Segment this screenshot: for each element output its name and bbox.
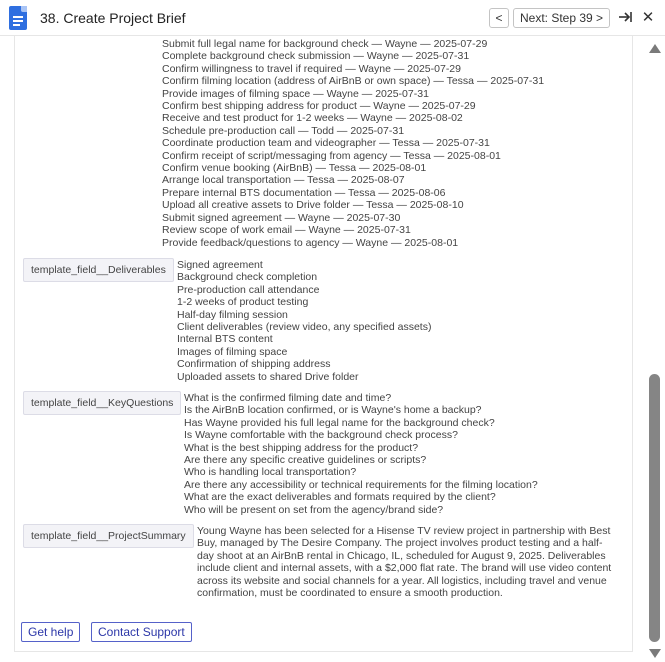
task-line: Coordinate production team and videographer — Tessa — 2025-07-31 [162, 137, 490, 150]
key-question-item: What is the best shipping address for the product? [184, 441, 419, 454]
task-line: Confirm receipt of script/messaging from agency — Tessa — 2025-08-01 [162, 149, 501, 162]
deliverable-item: 1-2 weeks of product testing [177, 296, 309, 309]
task-line: Submit full legal name for background check — Wayne — 2025-07-29 [162, 38, 488, 50]
deliverable-item: Background check completion [177, 271, 318, 284]
task-line: Submit signed agreement — Wayne — 2025-07-30 [162, 211, 401, 224]
key-question-item: Who will be present on set from the agency/brand side? [184, 503, 444, 516]
key-questions-values [184, 392, 538, 516]
scroll-up-arrow-icon[interactable] [649, 44, 661, 53]
deliverable-item: Images of filming space [177, 345, 288, 358]
task-list [162, 38, 544, 249]
close-icon[interactable]: ✕ [641, 9, 655, 26]
deliverable-item: Confirmation of shipping address [177, 358, 331, 371]
field-label-deliverables: template_field__Deliverables [23, 258, 174, 282]
summary-line: across its website and social channels for a year. All logistics, including travel and venue [197, 574, 607, 587]
chevron-left-icon: < [495, 11, 503, 25]
top-bar [0, 0, 665, 36]
brief-content [14, 36, 633, 652]
key-question-item: Has Wayne provided his full legal name for the background check? [184, 416, 495, 429]
deliverable-item: Client deliverables (review video, any specified assets) [177, 321, 432, 334]
project-summary-text [197, 525, 611, 599]
task-line: Receive and test product for 1-2 weeks — Wayne — 2025-08-02 [162, 112, 463, 125]
task-line: Confirm venue booking (AirBnB) — Tessa — 2025-08-01 [162, 162, 427, 175]
field-label-project-summary: template_field__ProjectSummary [23, 524, 194, 548]
task-line: Provide feedback/questions to agency — Wayne — 2025-08-01 [162, 236, 459, 249]
contact-support-button[interactable]: Contact Support [91, 622, 192, 642]
key-question-item: Who is handling local transportation? [184, 466, 357, 479]
summary-line: include client and internal assets, with a $2,000 flat rate. The brand will use video content [197, 562, 612, 575]
deliverable-item: Pre-production call attendance [177, 283, 320, 296]
summary-line: confirmation, must be coordinated to ensure a smooth production. [197, 587, 503, 600]
task-line: Schedule pre-production call — Todd — 2025-07-31 [162, 124, 405, 137]
deliverable-item: Internal BTS content [177, 333, 273, 346]
vertical-scrollbar[interactable] [648, 36, 662, 662]
deliverable-item: Signed agreement [177, 259, 263, 271]
scroll-down-arrow-icon[interactable] [649, 649, 661, 658]
key-question-item: Is Wayne comfortable with the background check process? [184, 429, 458, 442]
task-line: Prepare internal BTS documentation — Tessa — 2025-08-06 [162, 186, 446, 199]
summary-line: Young Wayne has been selected for a Hisense TV review project in partnership with Best [197, 525, 611, 537]
field-label-key-questions: template_field__KeyQuestions [23, 391, 181, 415]
task-line: Arrange local transportation — Tessa — 2025-08-07 [162, 174, 405, 187]
key-question-item: Is the AirBnB location confirmed, or is Wayne's home a backup? [184, 404, 482, 417]
key-question-item: What are the exact deliverables and formats required by the client? [184, 491, 496, 504]
deliverables-values [177, 259, 431, 383]
step-title: 38. Create Project Brief [40, 10, 186, 26]
get-help-button[interactable]: Get help [21, 622, 80, 642]
next-step-label: Next: Step 39 [520, 11, 593, 25]
exit-to-right-icon[interactable] [617, 9, 633, 27]
summary-line: Buy, managed by The Desire Company. The project involves product testing and a half- [197, 537, 603, 550]
key-question-item: Are there any specific creative guidelines or scripts? [184, 454, 427, 467]
deliverable-item: Half-day filming session [177, 308, 288, 321]
task-line: Review scope of work email — Wayne — 2025-07-31 [162, 224, 411, 237]
summary-line: day shoot at an AirBnB rental in Chicago, IL, scheduled for August 9, 2025. Deliverables [197, 549, 606, 562]
key-question-item: What is the confirmed filming date and time? [184, 392, 392, 404]
task-line: Complete background check submission — Wayne — 2025-07-31 [162, 50, 470, 63]
task-line: Confirm filming location (address of AirBnB or own space) — Tessa — 2025-07-31 [162, 75, 545, 88]
deliverable-item: Uploaded assets to shared Drive folder [177, 370, 359, 383]
task-line: Upload all creative assets to Drive folder — Tessa — 2025-08-10 [162, 199, 464, 212]
chevron-right-icon: > [595, 11, 603, 25]
previous-step-button[interactable] [489, 8, 509, 28]
next-step-button[interactable] [513, 8, 610, 28]
task-line: Confirm best shipping address for product — Wayne — 2025-07-29 [162, 100, 476, 113]
key-question-item: Are there any accessibility or technical requirements for the filming location? [184, 478, 538, 491]
google-docs-icon [9, 6, 27, 30]
scroll-thumb[interactable] [649, 374, 660, 642]
task-line: Confirm willingness to travel if required — Wayne — 2025-07-29 [162, 62, 461, 75]
task-line: Provide images of filming space — Wayne — 2025-07-31 [162, 87, 429, 100]
